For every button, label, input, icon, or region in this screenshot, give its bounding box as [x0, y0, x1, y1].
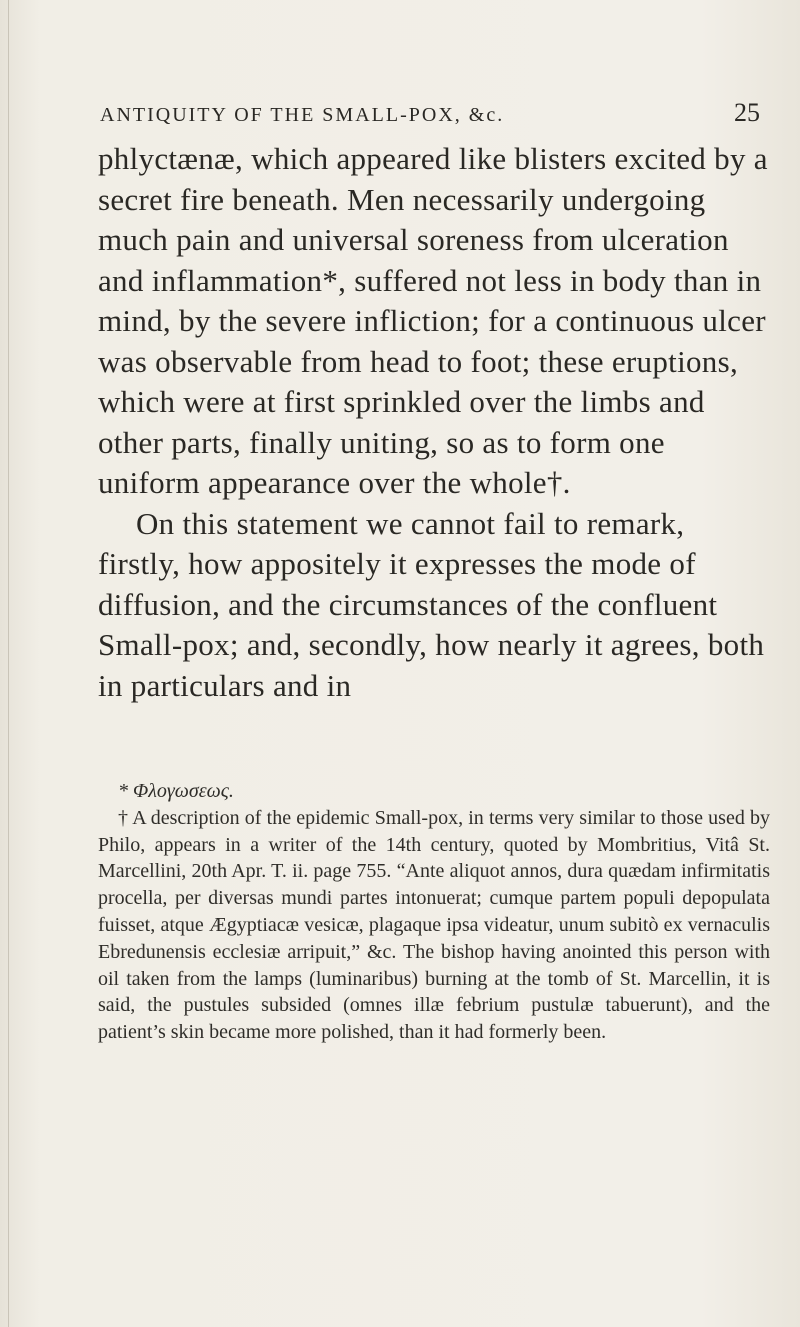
footnote-2: † A description of the epidemic Small-pox, in terms very similar to those used by Philo, appears in a writer of the 14th century, quoted by Mombritius, Vitâ St. Marcellini, 20th Apr. T. ii. page 755. “Ante aliquot annos, dura quædam infirmitatis procella, per diversas mundi partes intonuerat; cumque partem populi depopulata fuisset, atque Ægyptiacæ vesicæ, plagaque ipsa videatur, unum subitò ex vernaculis Ebredunensis ecclesiæ arripuit,” &c. The bishop having anointed this person with oil taken from the lamps (luminaribus) burning at the tomb of St. Marcellin, it is said, the pustules subsided (omnes illæ febrium pustulæ tabuerunt), and the patient’s skin became more polished, than it had formerly been.: [98, 806, 770, 1044]
page-gutter-edge: [8, 0, 9, 1327]
main-text: [98, 139, 770, 706]
paragraph-1: phlyctænæ, which appeared like blisters excited by a secret fire beneath. Men necessarily undergoing much pain and universal soreness from ulceration and inflammation*, suffered not less in body than in mind, by the severe infliction; for a continuous ulcer was observable from head to foot; these eruptions, which were at first sprinkled over the limbs and other parts, finally uniting, so as to form one uniform appearance over the whole†.: [98, 141, 768, 500]
page-header: [100, 98, 760, 138]
page-number: 25: [734, 98, 760, 127]
running-title: ANTIQUITY OF THE SMALL-POX, &c.: [100, 104, 505, 126]
footnote-1: * Φλογωσεως.: [118, 780, 234, 802]
paragraph-2: On this statement we cannot fail to remark, firstly, how appositely it expresses the mode of diffusion, and the circumstances of the confluent Small-pox; and, secondly, how nearly it agrees, both in particulars and in: [98, 505, 765, 703]
footnotes: [98, 778, 770, 1046]
